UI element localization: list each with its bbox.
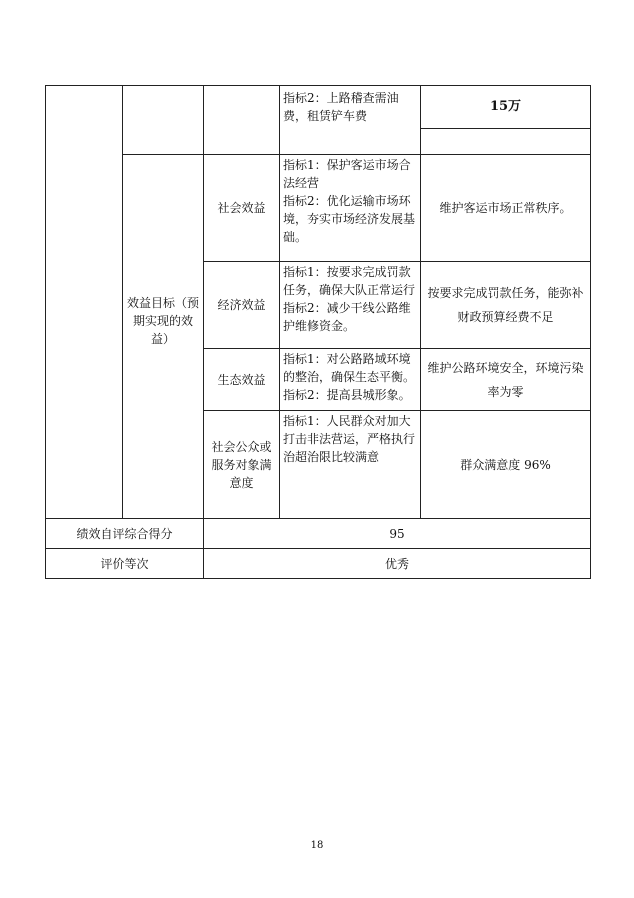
social-value-cell xyxy=(421,155,590,261)
social-category-cell xyxy=(204,155,279,261)
grade-label-cell xyxy=(46,549,203,578)
page-number: 18 xyxy=(310,840,324,851)
indicator-text: 指标1：按要求完成罚款任务，确保大队正常运行 指标2：减少干线公路维护维修资金。 xyxy=(283,265,416,333)
grade-value-cell xyxy=(204,549,590,578)
ecological-value-cell xyxy=(421,349,590,410)
ecological-category-cell xyxy=(204,349,279,410)
indicator-text: 指标1：对公路路域环境的整治，确保生态平衡。 指标2：提高县城形象。 xyxy=(283,352,416,402)
indicator-text: 指标1：人民群众对加大打击非法营运，严格执行治超治限比较满意 xyxy=(283,414,416,464)
satisfaction-indicators-cell xyxy=(280,411,420,518)
value-text: 群众满意度 96% xyxy=(460,457,551,472)
value-text: 15万 xyxy=(489,99,522,114)
value-text: 维护公路环境安全，环境污染率为零 xyxy=(427,360,584,399)
category-label: 社会公众或服务对象满意度 xyxy=(211,439,272,490)
economic-indicators-cell xyxy=(280,262,420,348)
category-label: 生态效益 xyxy=(217,372,266,387)
indicator-cell-fuel xyxy=(280,86,420,128)
goal-label-cell xyxy=(123,276,203,366)
grid-line xyxy=(590,85,591,579)
score-label: 绩效自评综合得分 xyxy=(76,526,173,541)
grid-line xyxy=(45,578,591,579)
satisfaction-category-cell xyxy=(204,411,279,518)
grid-line xyxy=(420,128,591,129)
value-text: 维护客运市场正常秩序。 xyxy=(439,201,572,215)
ecological-indicators-cell xyxy=(280,349,420,410)
economic-category-cell xyxy=(204,262,279,348)
economic-value-cell xyxy=(421,262,590,348)
grid-line xyxy=(45,85,46,579)
value-cell-fuel xyxy=(421,86,590,128)
indicator-text: 指标2：上路稽查需油费，租赁铲车费 xyxy=(283,91,399,123)
social-indicators-cell xyxy=(280,155,420,261)
score-value: 95 xyxy=(389,526,405,541)
satisfaction-value-cell xyxy=(421,411,590,518)
category-label: 社会效益 xyxy=(217,201,266,215)
value-text: 按要求完成罚款任务，能弥补财政预算经费不足 xyxy=(427,286,584,324)
grade-value: 优秀 xyxy=(384,556,409,571)
score-label-cell xyxy=(46,519,203,548)
indicator-text: 指标1：保护客运市场合法经营 指标2：优化运输市场环境，夯实市场经济发展基础。 xyxy=(283,158,416,244)
grade-label: 评价等次 xyxy=(100,556,149,571)
goal-label: 效益目标（预期实现的效益） xyxy=(127,296,200,346)
score-value-cell xyxy=(204,519,590,548)
category-label: 经济效益 xyxy=(217,298,266,312)
